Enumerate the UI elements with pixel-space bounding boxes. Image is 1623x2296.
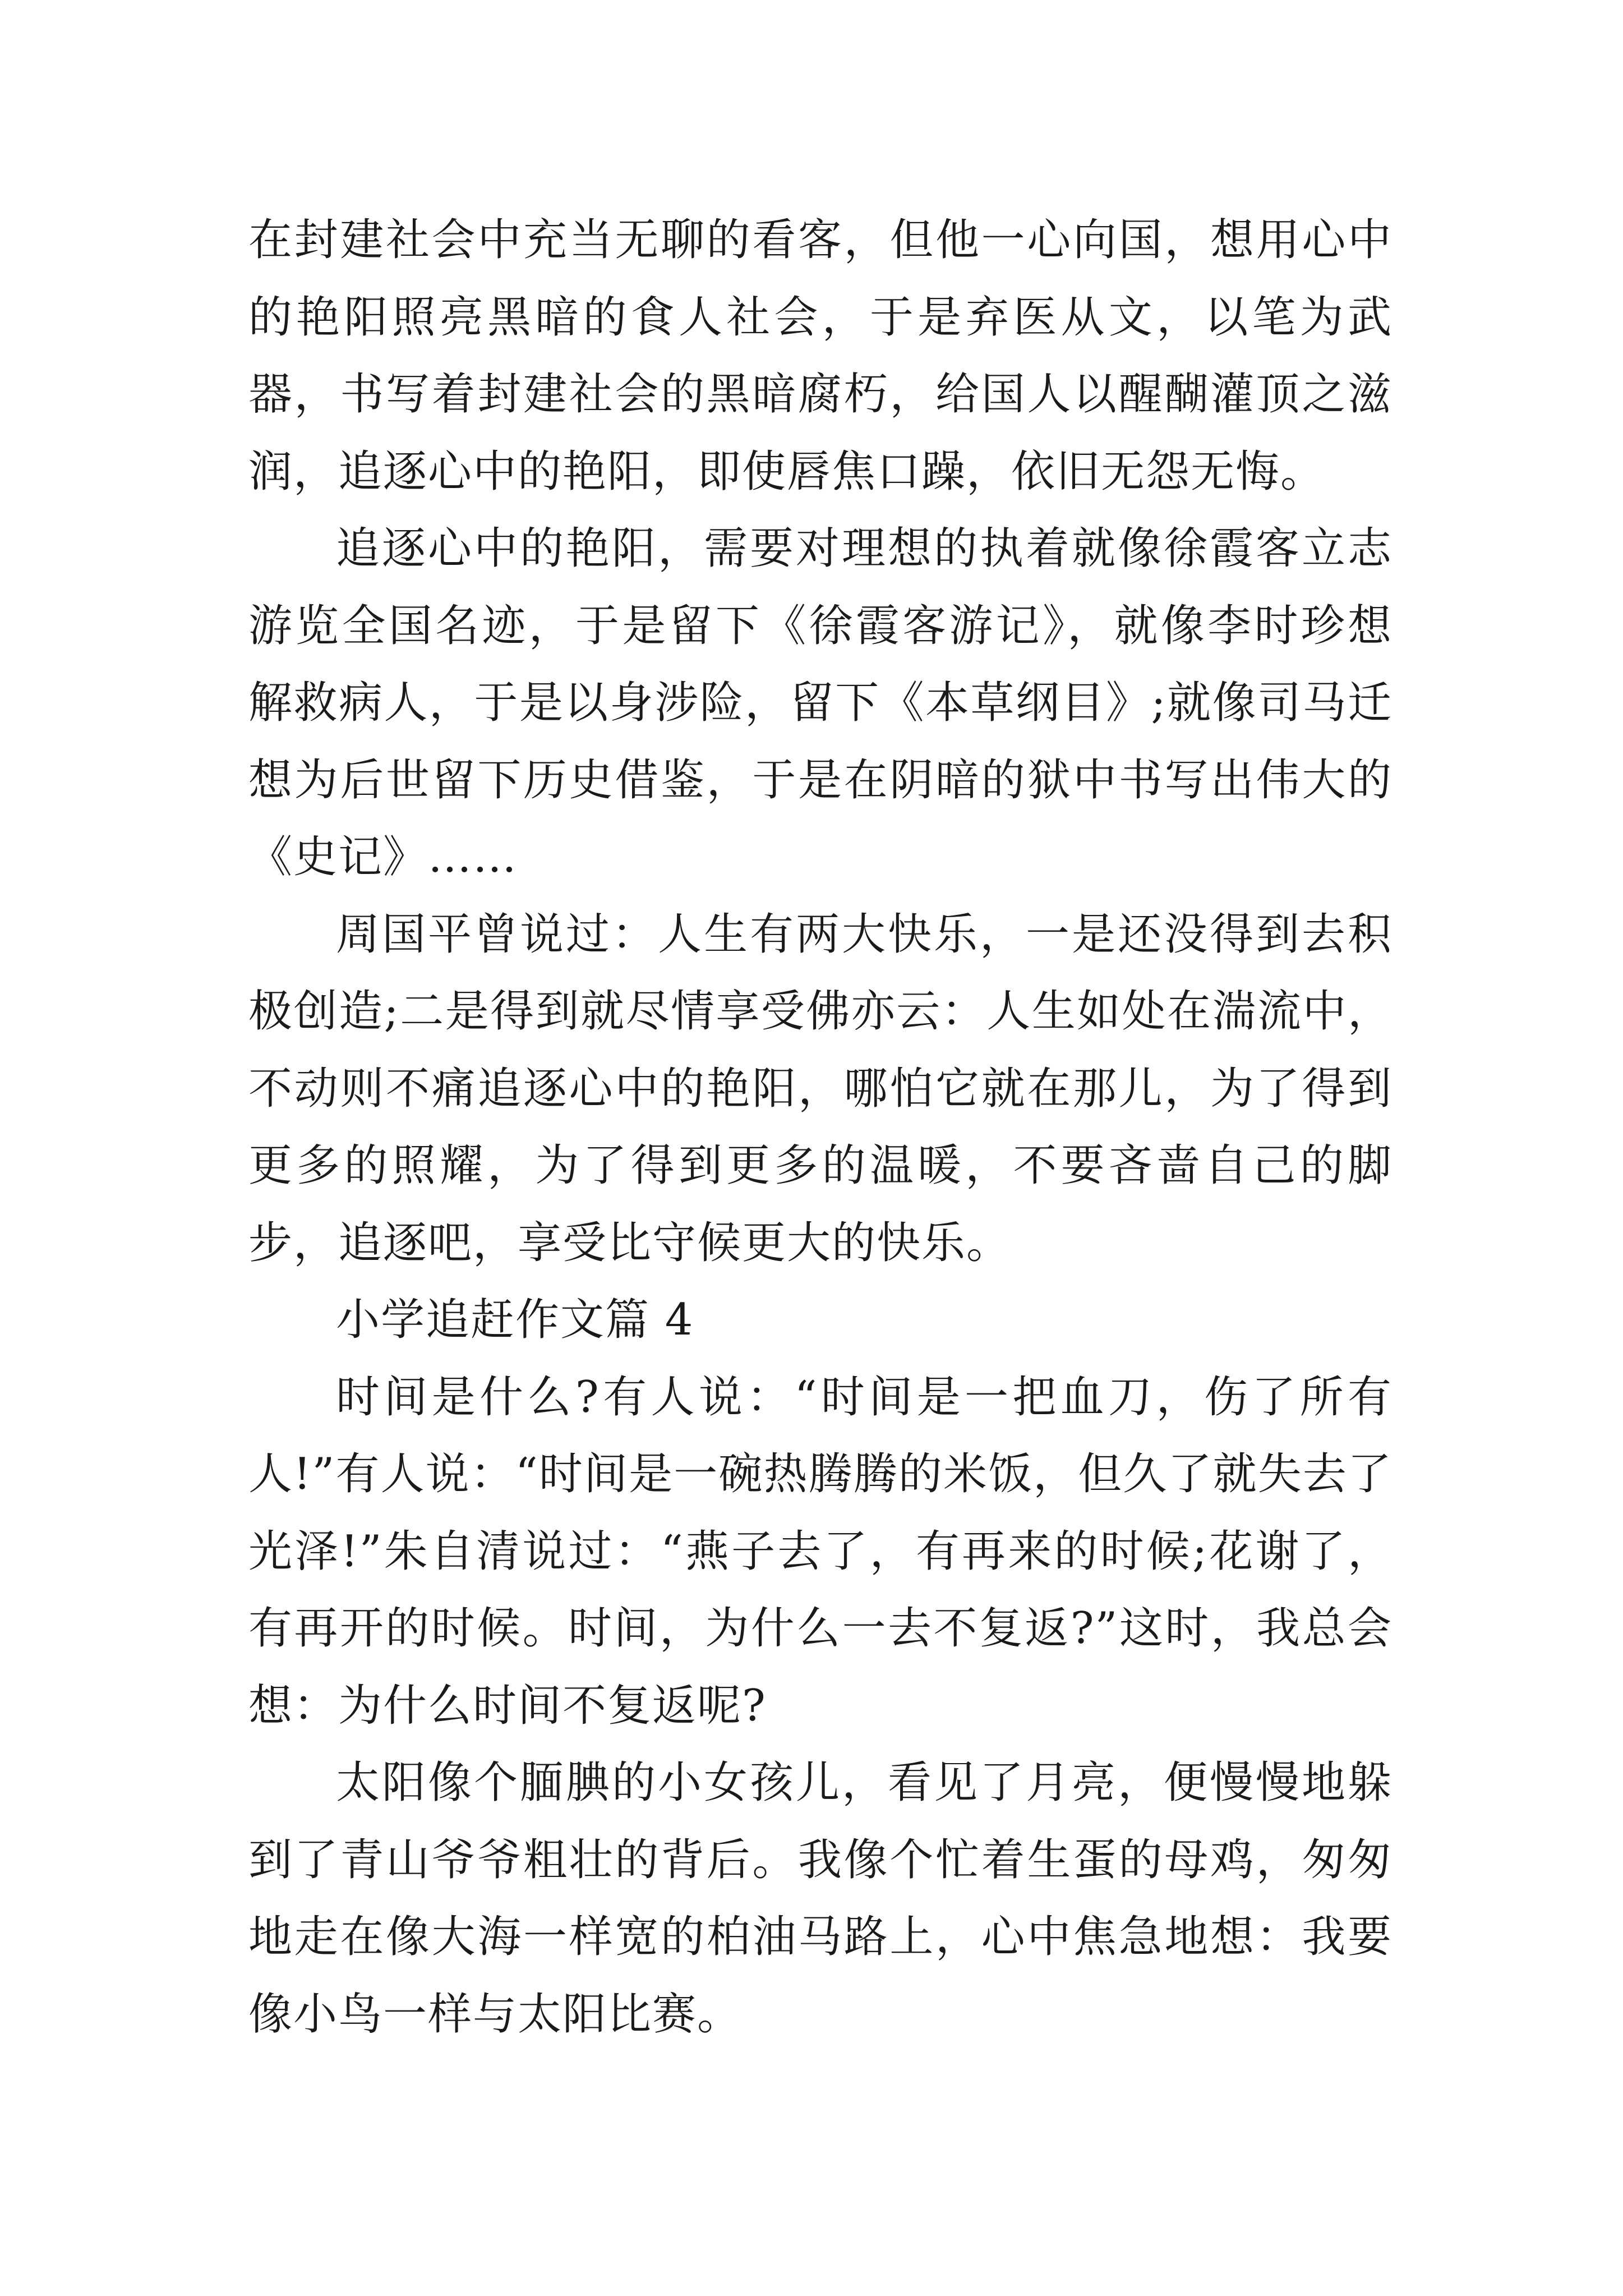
- paragraph-zhou-guoping: 周国平曾说过：人生有两大快乐，一是还没得到去积极创造;二是得到就尽情享受佛亦云：人生如处在湍流中，不动则不痛追逐心中的艳阳，哪怕它就在那儿，为了得到更多的照耀，为了得到更多的温暖，不要吝啬自己的脚步，追逐吧，享受比守候更大的快乐。: [248, 909, 1393, 1268]
- document-body: [248, 202, 1393, 2053]
- paragraph-sun-race: 太阳像个腼腆的小女孩儿，看见了月亮，便慢慢地躲到了青山爷爷粗壮的背后。我像个忙着生蛋的母鸡，匆匆地走在像大海一样宽的柏油马路上，心中焦急地想：我要像小鸟一样与太阳比赛。: [248, 1757, 1393, 2040]
- section-heading: 小学追赶作文篇 4: [336, 1295, 694, 1345]
- paragraph-what-is-time: 时间是什么?有人说：“时间是一把血刀，伤了所有人!”有人说：“时间是一碗热腾腾的米饭，但久了就失去了光泽!”朱自清说过：“燕子去了，有再来的时候;花谢了，有再开的时候。时间，为什么一去不复返?”这时，我总会想：为什么时间不复返呢?: [248, 1372, 1393, 1731]
- paragraph-lu-xun: 在封建社会中充当无聊的看客，但他一心向国，想用心中的艳阳照亮黑暗的食人社会，于是弃医从文，以笔为武器，书写着封建社会的黑暗腐朽，给国人以醒醐灌顶之滋润，追逐心中的艳阳，即使唇焦口躁，依旧无怨无悔。: [248, 215, 1393, 497]
- paragraph-pursuit-ideals: 追逐心中的艳阳，需要对理想的执着就像徐霞客立志游览全国名迹，于是留下《徐霞客游记》，就像李时珍想解救病人，于是以身涉险，留下《本草纲目》;就像司马迁想为后世留下历史借鉴，于是在阴暗的狱中书写出伟大的《史记》……: [248, 523, 1393, 882]
